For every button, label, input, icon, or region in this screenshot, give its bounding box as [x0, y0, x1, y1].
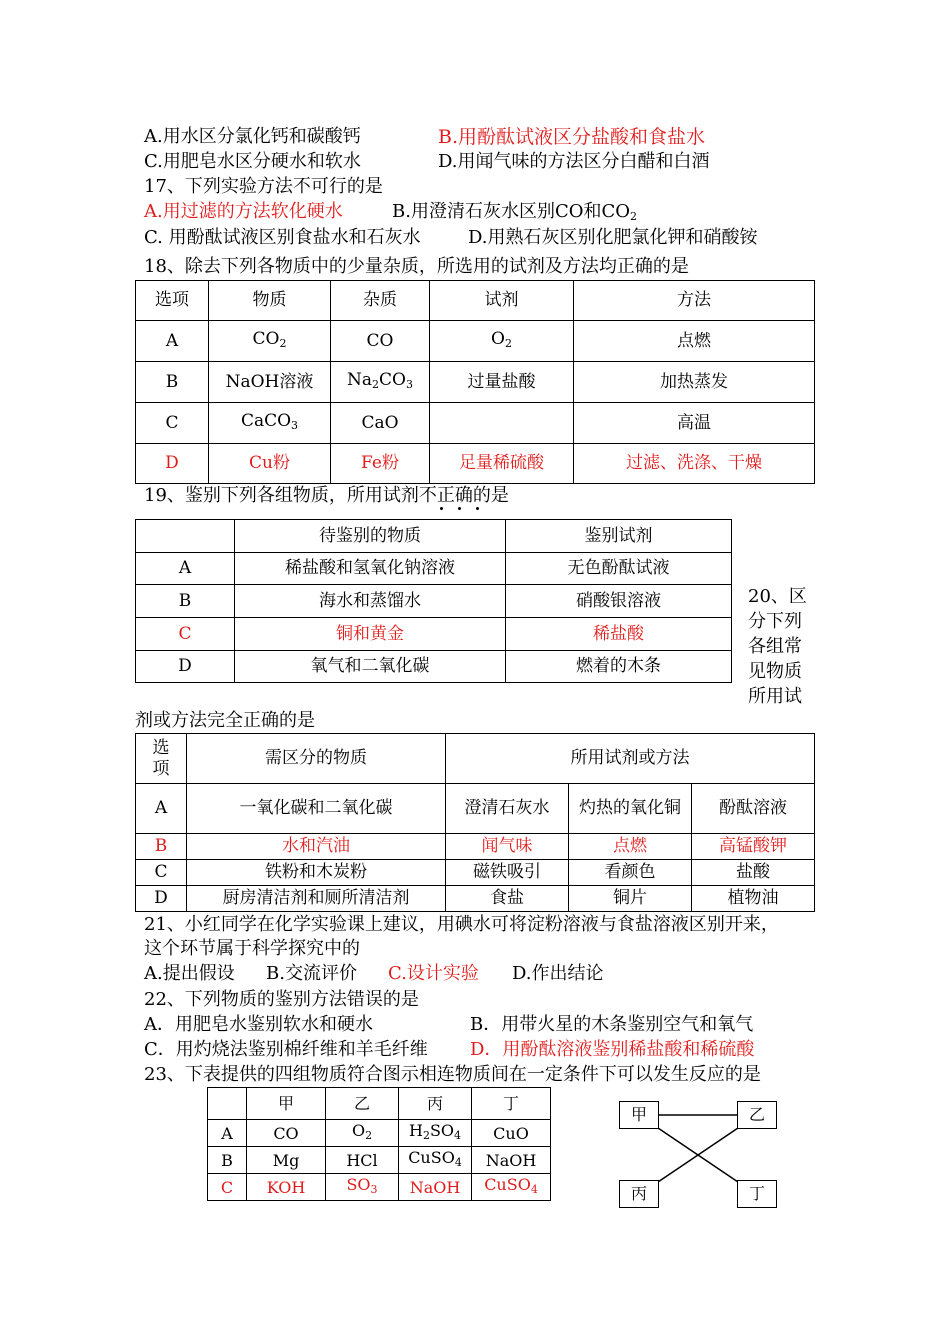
table-row	[136, 886, 815, 912]
reagent-cell: 过量盐酸	[430, 362, 574, 403]
substance-cell: 铜和黄金	[235, 618, 506, 651]
option-cell: B	[136, 362, 209, 403]
yi-cell: HCl	[326, 1147, 399, 1174]
q22-option-b: B．用带火星的木条鉴别空气和氧气	[470, 1014, 754, 1035]
yi-cell: $O_2$	[326, 1120, 399, 1147]
method-cell: 酚酞溶液	[692, 784, 815, 834]
bing-cell: $H_2SO_4$	[399, 1120, 472, 1147]
q21-option-b: B.交流评价	[266, 963, 357, 984]
q18-stem: 18、除去下列各物质中的少量杂质，所选用的试剂及方法均正确的是	[144, 256, 689, 277]
table-row-answer	[136, 834, 815, 860]
method-cell: 高温	[574, 403, 815, 444]
q22-option-d: D．用酚酞溶液鉴别稀盐酸和稀硫酸	[470, 1039, 755, 1060]
table-row	[136, 860, 815, 886]
header-cell: 鉴别试剂	[506, 520, 732, 553]
header-cell: 丁	[472, 1088, 551, 1120]
emphasis-dot	[476, 507, 479, 510]
table-row	[136, 403, 815, 444]
q18-table	[135, 280, 815, 484]
substance-cell: 海水和蒸馏水	[235, 585, 506, 618]
impurity-cell: CaO	[331, 403, 430, 444]
table-row	[136, 784, 815, 834]
ding-cell: NaOH	[472, 1147, 551, 1174]
q22-option-c: C．用灼烧法鉴别棉纤维和羊毛纤维	[144, 1039, 428, 1060]
option-cell: A	[136, 553, 235, 585]
q20-stem-end: 剂或方法完全正确的是	[135, 710, 315, 731]
substance-cell: 厨房清洁剂和厕所清洁剂	[187, 886, 446, 912]
impurity-cell: CO	[331, 321, 430, 362]
q23-table	[207, 1087, 551, 1201]
method-cell: 点燃	[574, 321, 815, 362]
substance-cell: Cu粉	[209, 444, 331, 484]
emphasis-dot	[458, 507, 461, 510]
option-cell: A	[136, 784, 187, 834]
q21-option-d: D.作出结论	[512, 963, 604, 984]
q22-option-a: A．用肥皂水鉴别软水和硬水	[144, 1014, 373, 1035]
q17-option-a: A.用过滤的方法软化硬水	[144, 201, 343, 222]
option-cell: B	[136, 585, 235, 618]
method-cell: 加热蒸发	[574, 362, 815, 403]
method-cell: 高锰酸钾	[692, 834, 815, 860]
q20-side-line: 20、区	[748, 586, 807, 607]
header-cell: 丙	[399, 1088, 472, 1120]
method-cell: 食盐	[446, 886, 569, 912]
header-cell: 选项	[136, 734, 187, 784]
reagent-cell: 硝酸银溶液	[506, 585, 732, 618]
method-cell: 看颜色	[569, 860, 692, 886]
method-cell: 铜片	[569, 886, 692, 912]
method-cell: 澄清石灰水	[446, 784, 569, 834]
option-cell: D	[136, 886, 187, 912]
q21-stem-line2: 这个环节属于科学探究中的	[144, 938, 360, 959]
method-cell: 过滤、洗涤、干燥	[574, 444, 815, 484]
q20-side-line: 分下列	[748, 611, 802, 632]
reagent-cell: 稀盐酸	[506, 618, 732, 651]
table-row-answer	[136, 618, 732, 651]
table-row	[208, 1120, 551, 1147]
reagent-cell: 燃着的木条	[506, 651, 732, 683]
diagram-node-bing: 丙	[619, 1180, 659, 1208]
q22-stem: 22、下列物质的鉴别方法错误的是	[144, 989, 419, 1010]
q23-stem: 23、下表提供的四组物质符合图示相连物质间在一定条件下可以发生反应的是	[144, 1064, 761, 1085]
table-row-answer	[136, 444, 815, 484]
reagent-cell	[430, 403, 574, 444]
header-cell: 试剂	[430, 281, 574, 321]
reagent-cell: 足量稀硫酸	[430, 444, 574, 484]
table-header-row	[136, 734, 815, 784]
q19-stem: 19、鉴别下列各组物质，所用试剂不正确的是	[144, 485, 509, 506]
substance-cell: 稀盐酸和氢氧化钠溶液	[235, 553, 506, 585]
ding-cell: CuO	[472, 1120, 551, 1147]
table-header-row	[136, 281, 815, 321]
method-cell: 闻气味	[446, 834, 569, 860]
impurity-cell: $Na_2CO_3$	[331, 362, 430, 403]
table-row	[136, 651, 732, 683]
emphasis-dot	[440, 507, 443, 510]
option-cell: A	[136, 321, 209, 362]
table-row-answer	[208, 1174, 551, 1201]
diagram-node-jia: 甲	[619, 1101, 659, 1129]
method-cell: 盐酸	[692, 860, 815, 886]
substance-cell: 铁粉和木炭粉	[187, 860, 446, 886]
option-cell: B	[136, 834, 187, 860]
q20-side-line: 各组常	[748, 636, 802, 657]
method-cell: 植物油	[692, 886, 815, 912]
q17-option-c: C. 用酚酞试液区别食盐水和石灰水	[144, 227, 421, 248]
q17-option-b: B.用澄清石灰水区别CO和$CO_2$	[392, 201, 638, 223]
header-cell: 物质	[209, 281, 331, 321]
q16-option-b: B.用酚酞试液区分盐酸和食盐水	[438, 126, 706, 148]
header-cell: 待鉴别的物质	[235, 520, 506, 553]
diagram-node-yi: 乙	[737, 1101, 777, 1129]
ding-cell: CuSO$_4$	[472, 1174, 551, 1201]
table-header-row	[136, 520, 732, 553]
method-cell: 点燃	[569, 834, 692, 860]
option-cell: A	[208, 1120, 247, 1147]
option-cell: B	[208, 1147, 247, 1174]
bing-cell: NaOH	[399, 1174, 472, 1201]
reagent-cell: 无色酚酞试液	[506, 553, 732, 585]
header-cell: 选项	[136, 281, 209, 321]
q19-table	[135, 519, 732, 683]
table-header-row	[208, 1088, 551, 1120]
yi-cell: $SO_3$	[326, 1174, 399, 1201]
option-cell: C	[136, 860, 187, 886]
q21-stem-line1: 21、小红同学在化学实验课上建议，用碘水可将淀粉溶液与食盐溶液区别开来，	[144, 914, 779, 935]
substance-cell: 一氧化碳和二氧化碳	[187, 784, 446, 834]
q20-stem-side	[748, 584, 807, 709]
option-cell: D	[136, 651, 235, 683]
substance-cell: CaCO$_3$	[209, 403, 331, 444]
table-row	[136, 553, 732, 585]
q21-option-c: C.设计实验	[388, 963, 479, 984]
q20-side-line: 所用试	[748, 686, 802, 707]
header-cell	[208, 1088, 247, 1120]
substance-cell: NaOH溶液	[209, 362, 331, 403]
table-row	[136, 585, 732, 618]
method-cell: 磁铁吸引	[446, 860, 569, 886]
header-cell: 杂质	[331, 281, 430, 321]
option-cell: D	[136, 444, 209, 484]
header-cell: 乙	[326, 1088, 399, 1120]
option-cell: C	[136, 618, 235, 651]
impurity-cell: Fe粉	[331, 444, 430, 484]
header-cell: 方法	[574, 281, 815, 321]
q17-stem: 17、下列实验方法不可行的是	[144, 176, 383, 197]
option-cell: C	[136, 403, 209, 444]
table-row	[136, 321, 815, 362]
jia-cell: CO	[247, 1120, 326, 1147]
q16-option-d: D.用闻气味的方法区分白醋和白酒	[438, 151, 710, 172]
substance-cell: $CO_2$	[209, 321, 331, 362]
q16-option-a: A.用水区分氯化钙和碳酸钙	[144, 126, 361, 147]
option-cell: C	[208, 1174, 247, 1201]
substance-cell: 水和汽油	[187, 834, 446, 860]
reagent-cell: $O_2$	[430, 321, 574, 362]
q16-option-c: C.用肥皂水区分硬水和软水	[144, 151, 361, 172]
header-cell: 甲	[247, 1088, 326, 1120]
substance-cell: 氧气和二氧化碳	[235, 651, 506, 683]
table-row	[136, 362, 815, 403]
method-cell: 灼热的氧化铜	[569, 784, 692, 834]
q20-side-line: 见物质	[748, 661, 802, 682]
jia-cell: KOH	[247, 1174, 326, 1201]
q17-option-d: D.用熟石灰区别化肥氯化钾和硝酸铵	[468, 227, 758, 248]
q21-option-a: A.提出假设	[144, 963, 235, 984]
header-cell	[136, 520, 235, 553]
header-cell: 需区分的物质	[187, 734, 446, 784]
q20-table	[135, 733, 815, 912]
table-row	[208, 1147, 551, 1174]
jia-cell: Mg	[247, 1147, 326, 1174]
header-cell: 所用试剂或方法	[446, 734, 815, 784]
bing-cell: CuSO$_4$	[399, 1147, 472, 1174]
diagram-node-ding: 丁	[737, 1180, 777, 1208]
